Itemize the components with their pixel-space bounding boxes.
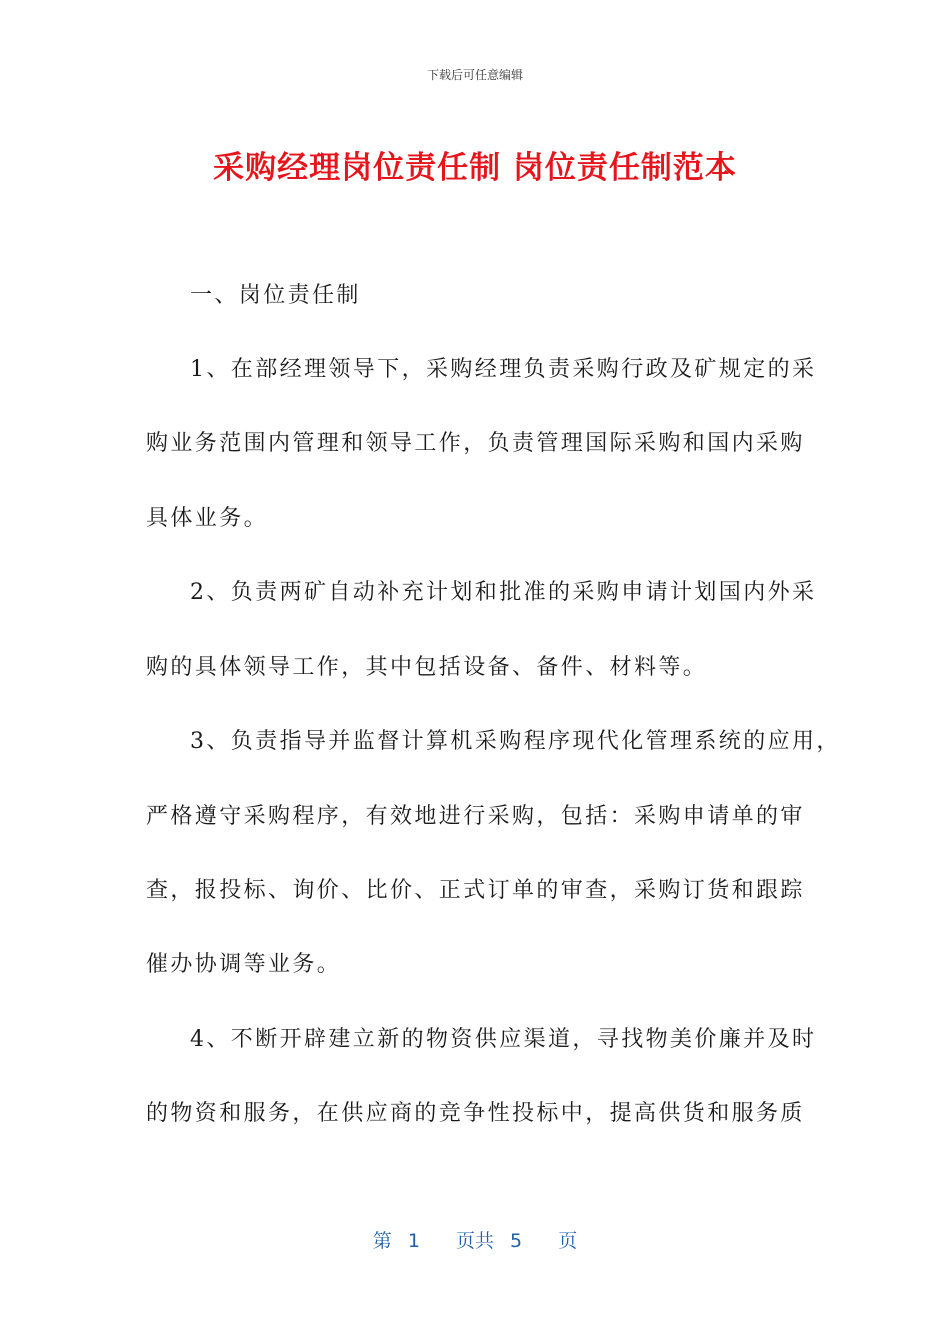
- paragraph-line: 3、负责指导并监督计算机采购程序现代化管理系统的应用，: [190, 729, 841, 754]
- paragraph-line: 催办协调等业务。: [146, 952, 342, 977]
- paragraph-line: 购业务范围内管理和领导工作，负责管理国际采购和国内采购: [146, 431, 805, 456]
- page-label-suffix: 页: [558, 1230, 578, 1252]
- paragraph-line: 4、不断开辟建立新的物资供应渠道，寻找物美价廉并及时: [190, 1027, 817, 1052]
- page-label-prefix: 第: [372, 1230, 392, 1252]
- page-footer: [0, 1226, 950, 1253]
- page-label-mid: 页共: [455, 1230, 494, 1252]
- total-pages-number: 5: [510, 1230, 523, 1252]
- paragraph-line: 1、在部经理领导下，采购经理负责采购行政及矿规定的采: [190, 357, 817, 382]
- paragraph-line: 购的具体领导工作，其中包括设备、备件、材料等。: [146, 655, 708, 680]
- paragraph-line: 查，报投标、询价、比价、正式订单的审查，采购订货和跟踪: [146, 878, 805, 903]
- current-page-number: 1: [407, 1230, 420, 1252]
- header-note: 下载后可任意编辑: [426, 68, 523, 82]
- paragraph-line: 的物资和服务，在供应商的竞争性投标中，提高供货和服务质: [146, 1101, 805, 1126]
- paragraph-line: 严格遵守采购程序，有效地进行采购，包括：采购申请单的审: [146, 804, 805, 829]
- section-heading: 一、岗位责任制: [190, 283, 361, 308]
- document-title: 采购经理岗位责任制 岗位责任制范本: [213, 150, 737, 186]
- paragraph-line: 2、负责两矿自动补充计划和批准的采购申请计划国内外采: [190, 580, 817, 605]
- paragraph-line: 具体业务。: [146, 506, 269, 531]
